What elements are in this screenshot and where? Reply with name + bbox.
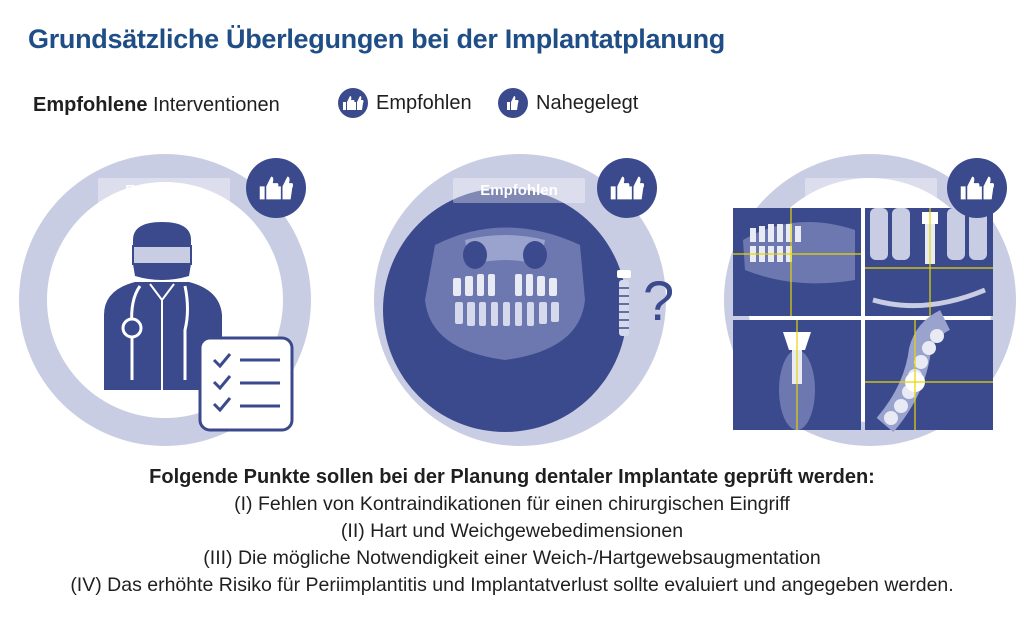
legend-intro-rest: Interventionen <box>147 93 280 116</box>
panel-cbct <box>715 150 1020 450</box>
notes-item: (IV) Das erhöhte Risiko für Periimplantitis und Implantatverlust sollte evaluiert und angegeben werden. <box>70 574 954 596</box>
panel-1-label: Empfohlen <box>98 178 230 203</box>
legend-recommended <box>338 88 472 118</box>
legend-recommended-label: Empfohlen <box>376 91 472 114</box>
notes-item: (II) Hart und Weichgewebedimensionen <box>340 520 684 542</box>
notes-item: (III) Die mögliche Notwendigkeit einer Weich-/Hartgewebsaugmentation <box>203 547 821 569</box>
notes-item: (I) Fehlen von Kontraindikationen für einen chirurgischen Eingriff <box>234 493 790 515</box>
page-title: Grundsätzliche Überlegungen bei der Implantatplanung <box>28 24 725 54</box>
double-thumbs-up-icon <box>597 158 657 218</box>
legend-intro <box>33 90 280 120</box>
question-mark: ? <box>643 269 675 332</box>
legend-intro-bold: Empfohlene <box>33 93 148 116</box>
legend-suggested <box>498 88 638 118</box>
thumbs-up-icon <box>498 88 528 118</box>
double-thumbs-up-icon <box>338 88 368 118</box>
panel-xray <box>355 150 685 450</box>
panel-3-label: Empfohlen <box>805 178 937 203</box>
notes-heading: Folgende Punkte sollen bei der Planung dentaler Implantate geprüft werden: <box>149 466 875 488</box>
legend-suggested-label: Nahegelegt <box>536 91 639 114</box>
panel-clinician <box>0 150 330 450</box>
panel-2-label: Empfohlen <box>453 178 585 203</box>
double-thumbs-up-icon <box>947 158 1007 218</box>
planning-notes <box>0 466 1024 599</box>
double-thumbs-up-icon <box>246 158 306 218</box>
